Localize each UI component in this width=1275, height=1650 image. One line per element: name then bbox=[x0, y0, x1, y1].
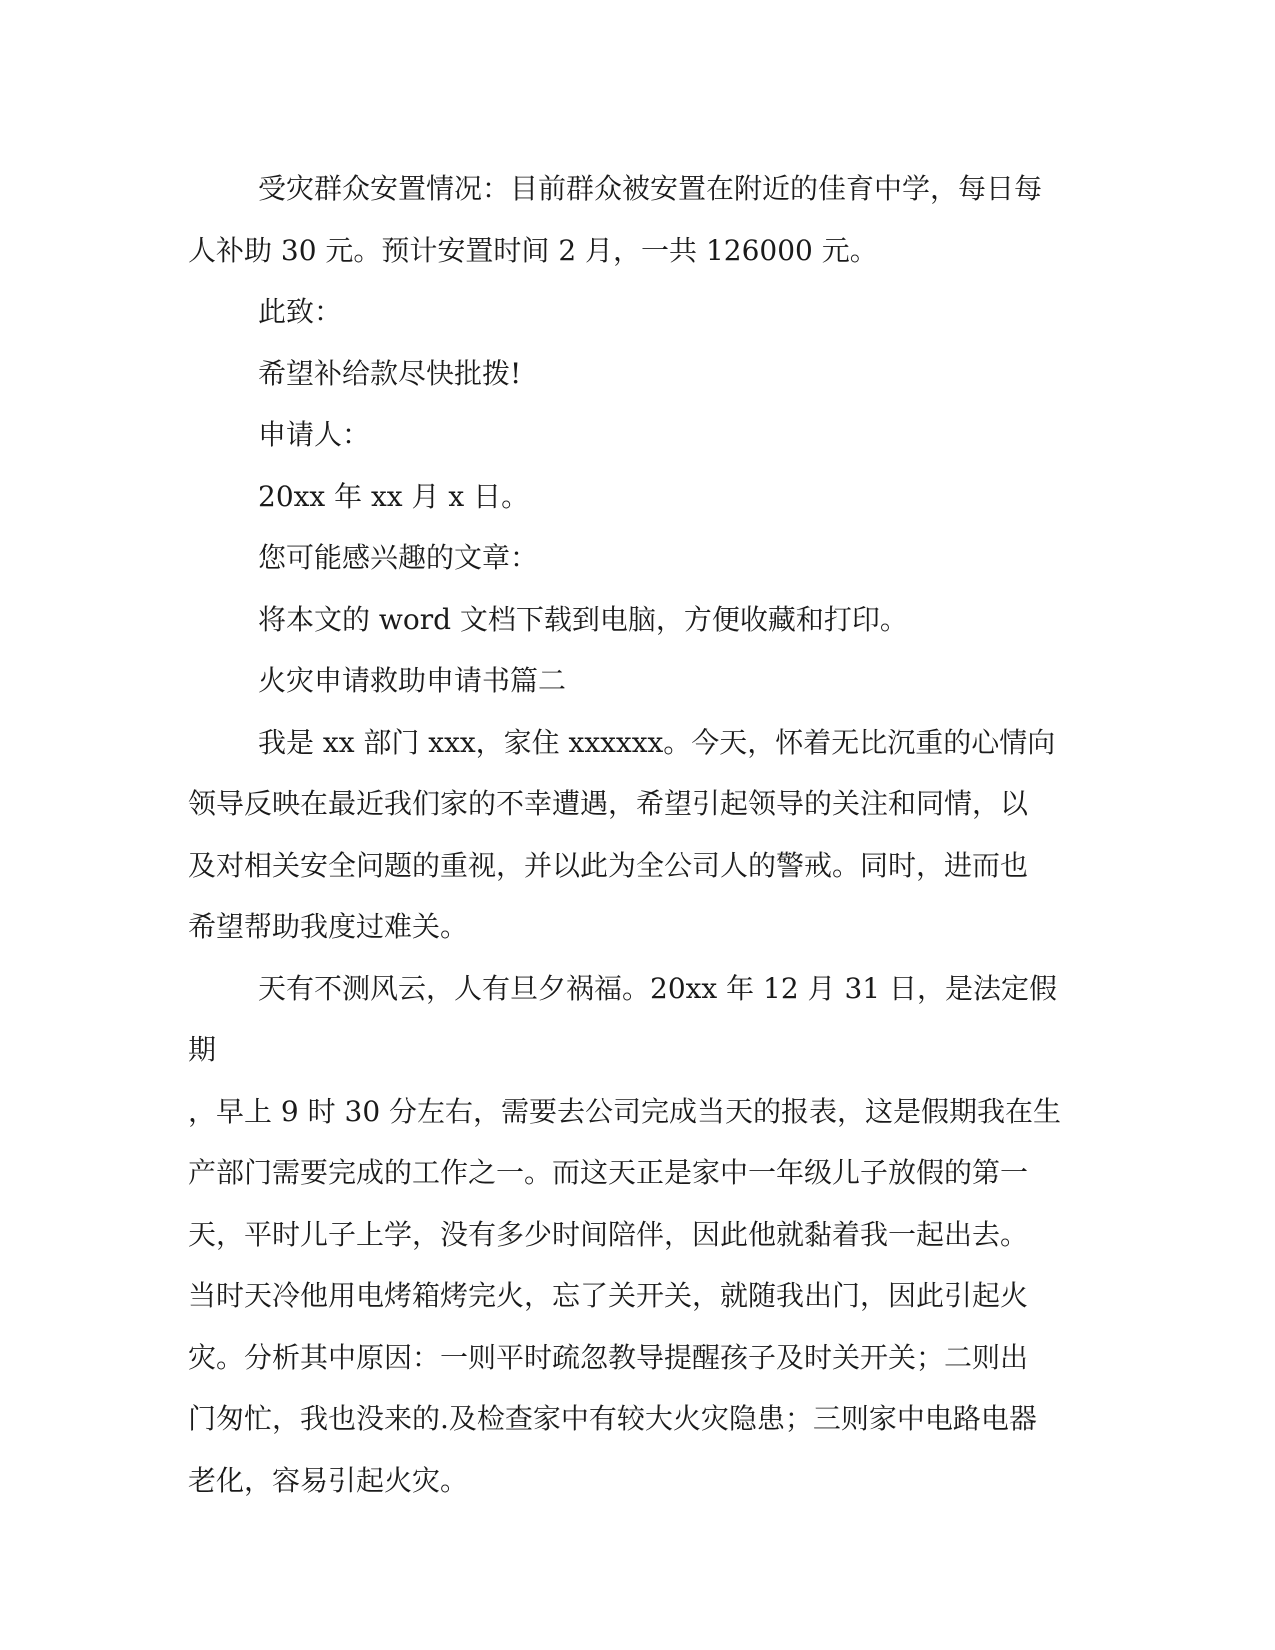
document-body bbox=[188, 158, 1068, 1511]
paragraph-request bbox=[188, 343, 1068, 405]
text-line: 门匆忙，我也没来的.及检查家中有较大火灾隐患；三则家中电路电器 bbox=[188, 1402, 1037, 1435]
text-line: 您可能感兴趣的文章： bbox=[258, 541, 539, 574]
text-line: 受灾群众安置情况：目前群众被安置在附近的佳育中学，每日每 bbox=[258, 172, 1043, 205]
text-line: 我是 xx 部门 xxx，家住 xxxxxx。今天，怀着无比沉重的心情向 bbox=[258, 725, 1056, 759]
text-line: 20xx 年 xx 月 x 日。 bbox=[258, 479, 530, 513]
paragraph-download-note bbox=[188, 589, 1068, 651]
paragraph-related-articles bbox=[188, 527, 1068, 589]
text-line: 天，平时儿子上学，没有多少时间陪伴，因此他就黏着我一起出去。 bbox=[188, 1217, 1029, 1251]
paragraph-applicant bbox=[188, 404, 1068, 466]
text-line: 申请人： bbox=[258, 418, 371, 451]
text-line: 灾。分析其中原因：一则平时疏忽教导提醒孩子及时关开关；二则出 bbox=[188, 1340, 1029, 1374]
text-line: 火灾申请救助申请书篇二 bbox=[258, 664, 567, 697]
text-line: 此致： bbox=[258, 295, 343, 328]
text-line: 希望补给款尽快批拨! bbox=[258, 356, 522, 390]
text-line: ，早上 9 时 30 分左右，需要去公司完成当天的报表，这是假期我在生 bbox=[188, 1094, 1062, 1128]
text-line: 天有不测风云，人有旦夕祸福。20xx 年 12 月 31 日，是法定假期 bbox=[188, 971, 1057, 1066]
paragraph-introduction bbox=[188, 712, 1068, 958]
section-title bbox=[188, 650, 1068, 712]
text-line: 产部门需要完成的工作之一。而这天正是家中一年级儿子放假的第一 bbox=[188, 1156, 1029, 1189]
text-line: 领导反映在最近我们家的不幸遭遇，希望引起领导的关注和同情，以 bbox=[188, 787, 1029, 820]
text-line: 人补助 30 元。预计安置时间 2 月，一共 126000 元。 bbox=[188, 233, 878, 267]
paragraph-resettlement bbox=[188, 158, 1068, 281]
text-line: 希望帮助我度过难关。 bbox=[188, 910, 469, 943]
text-line: 将本文的 word 文档下载到电脑，方便收藏和打印。 bbox=[258, 602, 908, 636]
paragraph-salutation bbox=[188, 281, 1068, 343]
text-line: 及对相关安全问题的重视，并以此为全公司人的警戒。同时，进而也 bbox=[188, 848, 1029, 882]
text-line: 当时天冷他用电烤箱烤完火，忘了关开关，就随我出门，因此引起火 bbox=[188, 1279, 1029, 1312]
paragraph-date bbox=[188, 466, 1068, 528]
text-line: 老化，容易引起火灾。 bbox=[188, 1463, 469, 1497]
paragraph-incident bbox=[188, 958, 1068, 1512]
